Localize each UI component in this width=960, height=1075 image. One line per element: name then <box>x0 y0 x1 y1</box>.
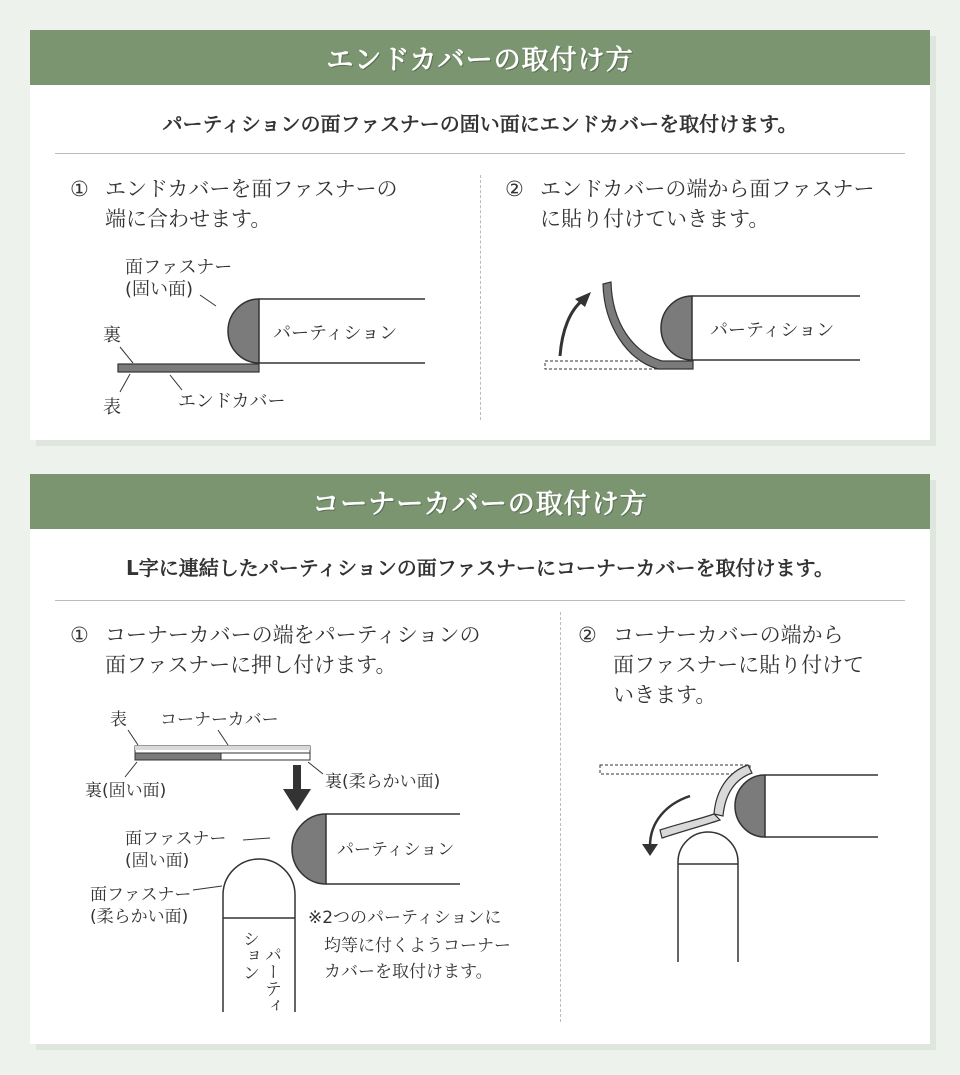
label-fastener-soft-sub: (柔らかい面) <box>90 907 189 927</box>
label-partition: パーティション <box>337 840 455 860</box>
step-number: ① <box>70 177 89 201</box>
corner-cover-card <box>30 474 930 1044</box>
step-number: ① <box>70 623 89 647</box>
label-fastener-soft: 面ファスナー <box>90 885 192 905</box>
vertical-partition <box>678 832 738 962</box>
end-cover-intro: パーティションの面ファスナーの固い面にエンドカバーを取付けます。 <box>162 112 798 136</box>
label-fastener-hard-sub: (固い面) <box>125 851 190 871</box>
label-partition: パーティション <box>710 320 835 341</box>
end-cover-title: エンドカバーの取付け方 <box>326 45 634 76</box>
label-back: 裏 <box>103 325 121 346</box>
peel-arrow-shaft <box>650 796 690 846</box>
end-cover-step2-diagram <box>30 30 930 440</box>
label-corner-cover: コーナーカバー <box>160 710 279 730</box>
note-line-1: ※2つのパーティションに <box>308 908 502 928</box>
label-vertical-partition-2: ション <box>239 930 259 981</box>
label-back-hard: 裏(固い面) <box>85 781 167 801</box>
peel-arrow-head <box>642 844 658 856</box>
label-end-cover: エンドカバー <box>178 391 286 412</box>
end-cover-card <box>30 30 930 440</box>
step-number: ② <box>578 623 597 647</box>
label-front: 表 <box>110 710 127 730</box>
lift-arrow-shaft <box>560 300 583 356</box>
corner-cover-original-position <box>600 765 750 774</box>
label-back-soft: 裏(柔らかい面) <box>325 772 441 792</box>
step-text: エンドカバーを面ファスナーの 端に合わせます。 <box>105 177 398 231</box>
label-vertical-partition-1: パーティ <box>261 946 281 1014</box>
hard-fastener <box>661 296 692 360</box>
corner-cover-title: コーナーカバーの取付け方 <box>312 489 648 520</box>
note-line-3: カバーを取付けます。 <box>324 962 493 982</box>
label-fastener-hard: (固い面) <box>125 279 194 300</box>
corner-cover-intro: L字に連結したパーティションの面ファスナーにコーナーカバーを取付けます。 <box>126 556 834 580</box>
step-text: エンドカバーの端から面ファスナー に貼り付けていきます。 <box>540 177 875 231</box>
step-text: コーナーカバーの端をパーティションの 面ファスナーに押し付けます。 <box>105 623 481 677</box>
label-fastener-hard: 面ファスナー <box>125 829 227 849</box>
corner-cover-step2-diagram <box>30 474 930 1044</box>
step-number: ② <box>505 177 524 201</box>
note-line-2: 均等に付くようコーナー <box>324 936 511 956</box>
label-partition: パーティション <box>273 323 398 344</box>
label-front: 表 <box>103 397 121 418</box>
label-fastener: 面ファスナー <box>125 257 233 278</box>
step-text: コーナーカバーの端から 面ファスナーに貼り付けて いきます。 <box>613 623 865 707</box>
hard-fastener <box>735 775 765 837</box>
